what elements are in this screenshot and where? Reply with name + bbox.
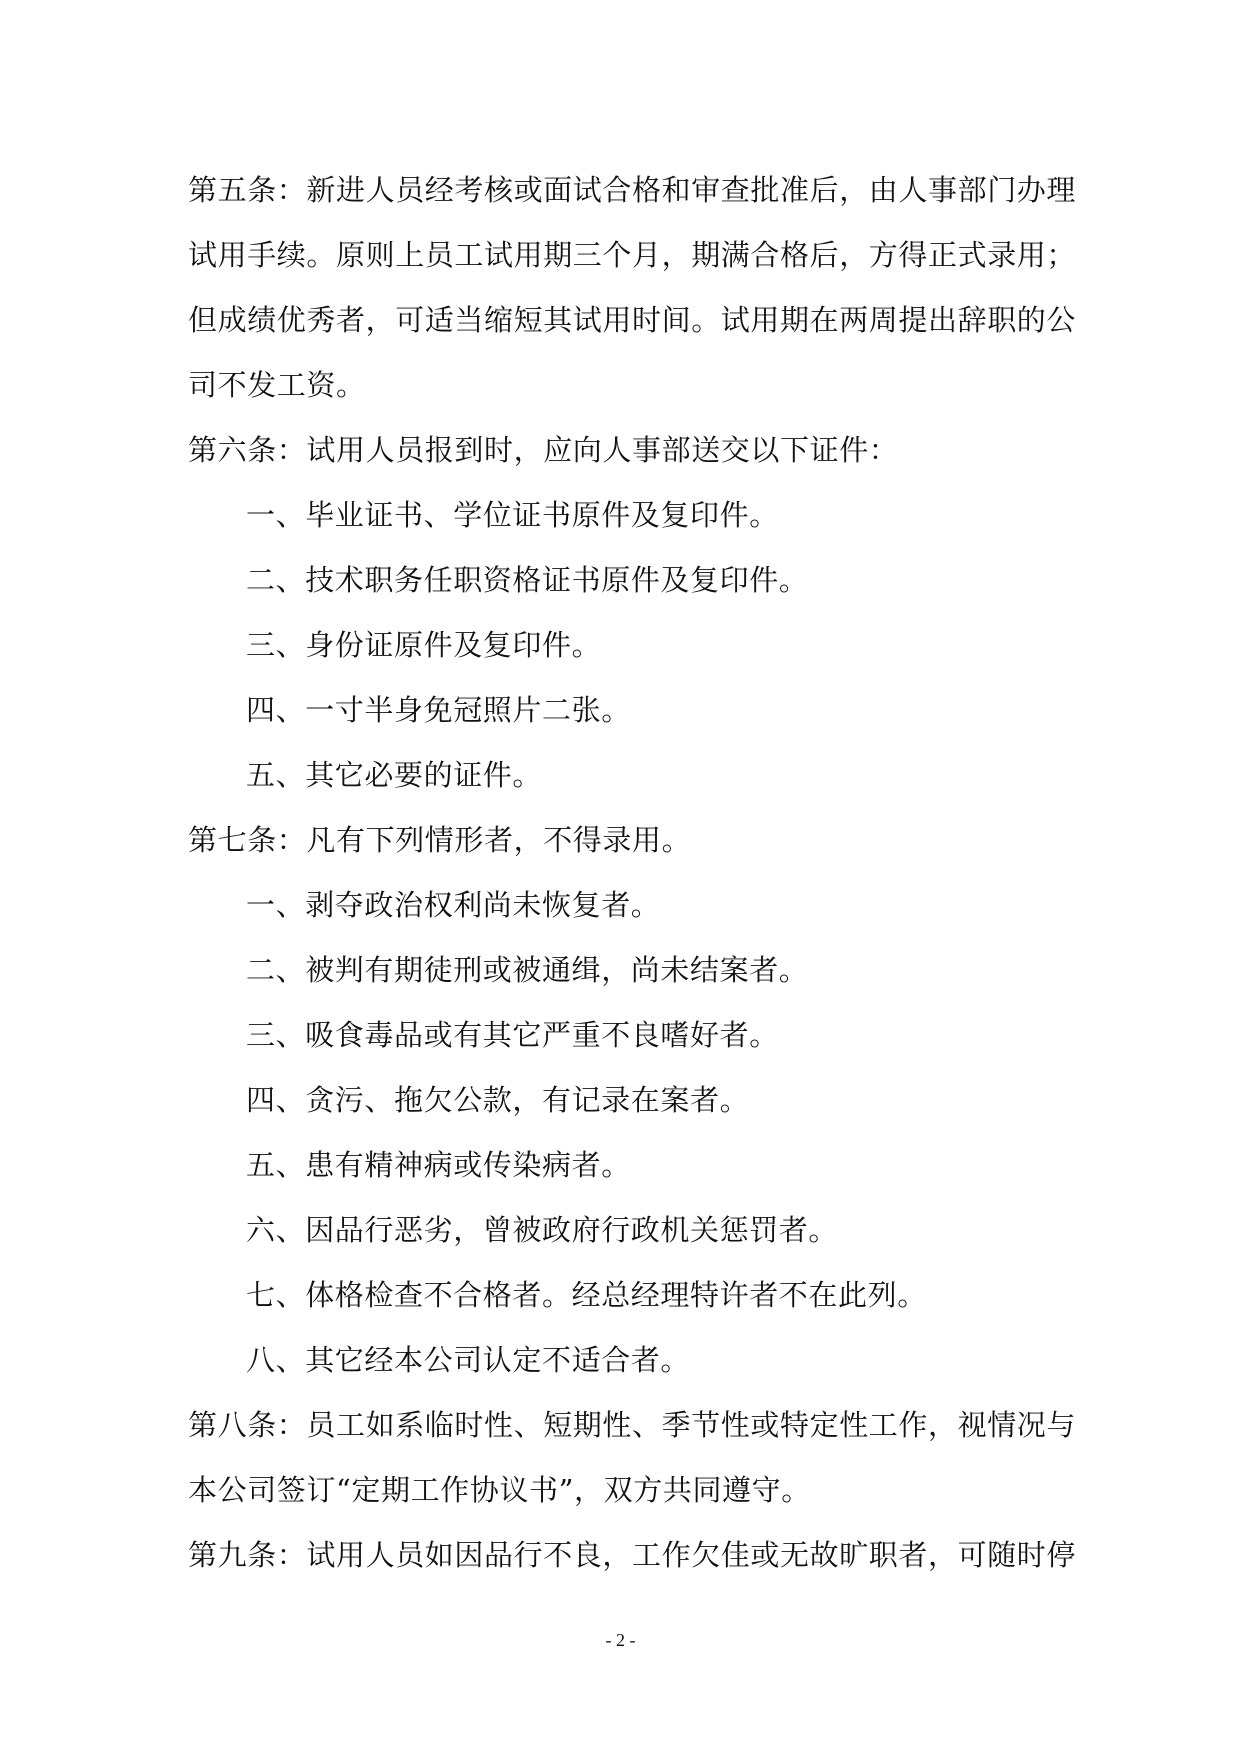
article-7-item-1: 一、剥夺政治权利尚未恢复者。 — [246, 888, 661, 922]
article-6-item-5: 五、其它必要的证件。 — [246, 758, 543, 792]
article-6-item-1: 一、毕业证书、学位证书原件及复印件。 — [246, 498, 779, 532]
article-7-item-3: 三、吸食毒品或有其它严重不良嗜好者。 — [246, 1018, 779, 1052]
article-7-item-4: 四、贪污、拖欠公款，有记录在案者。 — [246, 1083, 750, 1117]
document-body — [188, 158, 1077, 1588]
page-number: - 2 - — [605, 1630, 636, 1650]
article-5-line-2: 试用手续。原则上员工试用期三个月，期满合格后，方得正式录用； — [188, 238, 1077, 272]
article-5-line-1: 第五条：新进人员经考核或面试合格和审查批准后，由人事部门办理 — [188, 173, 1077, 207]
article-7-item-8: 八、其它经本公司认定不适合者。 — [246, 1343, 691, 1377]
article-7-item-5: 五、患有精神病或传染病者。 — [246, 1148, 631, 1182]
article-6-heading: 第六条：试用人员报到时，应向人事部送交以下证件： — [188, 433, 899, 467]
article-7-item-2: 二、被判有期徒刑或被通缉，尚未结案者。 — [246, 953, 809, 987]
article-5-line-4: 司不发工资。 — [188, 368, 366, 402]
article-7-item-7: 七、体格检查不合格者。经总经理特许者不在此列。 — [246, 1278, 927, 1312]
article-6-item-3: 三、身份证原件及复印件。 — [246, 628, 602, 662]
article-5-line-3: 但成绩优秀者，可适当缩短其试用时间。试用期在两周提出辞职的公 — [188, 303, 1077, 337]
article-8-line-2: 本公司签订“定期工作协议书”，双方共同遵守。 — [188, 1473, 811, 1507]
article-9-line-1: 第九条：试用人员如因品行不良，工作欠佳或无故旷职者，可随时停 — [188, 1538, 1077, 1572]
article-6-item-4: 四、一寸半身免冠照片二张。 — [246, 693, 631, 727]
article-7-item-6: 六、因品行恶劣，曾被政府行政机关惩罚者。 — [246, 1213, 839, 1247]
article-8-line-1: 第八条：员工如系临时性、短期性、季节性或特定性工作，视情况与 — [188, 1408, 1077, 1442]
article-7-heading: 第七条：凡有下列情形者，不得录用。 — [188, 823, 692, 857]
article-6-item-2: 二、技术职务任职资格证书原件及复印件。 — [246, 563, 809, 597]
